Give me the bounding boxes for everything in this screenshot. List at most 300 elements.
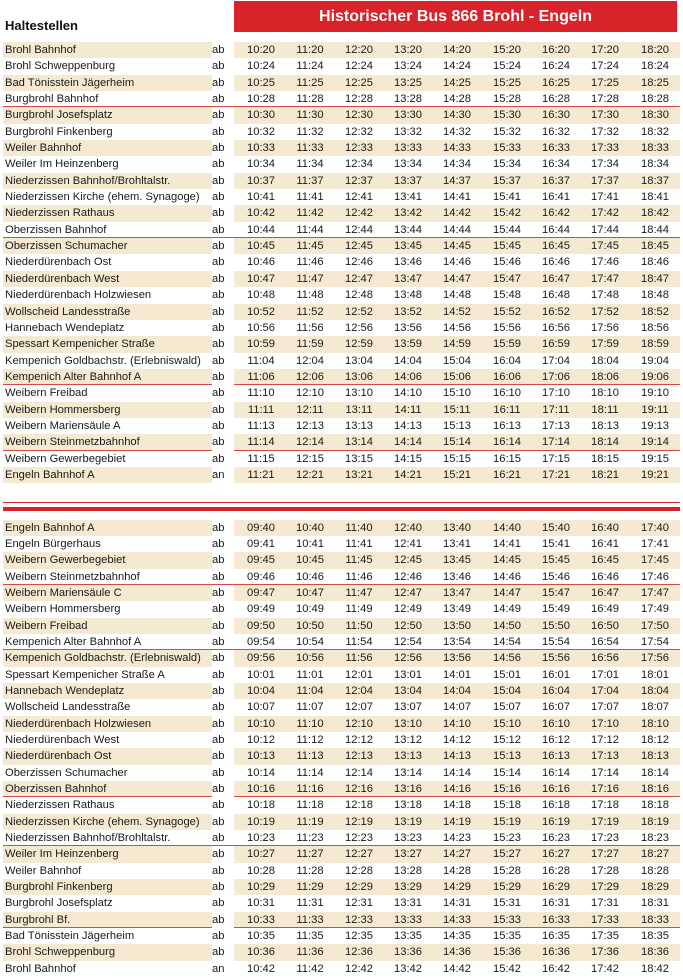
departure-arrival-marker: ab <box>212 552 234 568</box>
stop-name: Brohl Schweppenburg <box>5 60 116 73</box>
timetable-row <box>3 585 680 601</box>
time-cell: 11:12 <box>296 733 324 746</box>
time-cell: 11:36 <box>296 946 324 959</box>
time-cell: 13:47 <box>394 272 422 285</box>
time-cell: 18:25 <box>641 76 669 89</box>
time-cell: 16:45 <box>591 554 619 567</box>
stop-name: Weibern Freibad <box>5 387 88 400</box>
time-cell: 12:46 <box>394 570 422 583</box>
timetable-header <box>0 0 683 38</box>
time-cell: 09:50 <box>247 619 275 632</box>
time-cell: 11:48 <box>296 289 324 302</box>
timetable-row <box>3 765 680 781</box>
time-cell: 11:10 <box>296 717 324 730</box>
stop-name: Brohl Schweppenburg <box>5 946 116 959</box>
time-cell: 11:28 <box>296 93 324 106</box>
stop-name: Wollscheid Landesstraße <box>5 305 131 318</box>
time-cell: 17:31 <box>591 897 619 910</box>
time-cell: 17:45 <box>591 240 619 253</box>
time-cell: 18:32 <box>641 125 669 138</box>
time-cell: 17:54 <box>641 635 669 648</box>
time-cell: 17:34 <box>591 158 619 171</box>
time-cell: 10:33 <box>247 913 275 926</box>
stop-name: Weibern Mariensäule C <box>5 586 122 599</box>
stop-name: Kempenich Alter Bahnhof A <box>5 370 142 383</box>
stop-name: Kempenich Goldbachstr. (Erlebniswald) <box>5 652 201 665</box>
time-cell: 17:16 <box>591 783 619 795</box>
time-cell: 09:54 <box>247 635 275 648</box>
timetable-row <box>3 716 680 732</box>
time-cell: 11:47 <box>345 586 373 599</box>
time-cell: 16:54 <box>591 635 619 648</box>
time-cell: 09:47 <box>247 586 275 599</box>
time-cell: 10:25 <box>247 76 275 89</box>
time-cell: 16:42 <box>542 962 570 975</box>
time-cell: 11:11 <box>247 403 275 416</box>
time-cell: 15:32 <box>493 125 521 138</box>
time-cell: 14:48 <box>443 289 471 302</box>
stop-name: Niederdürenbach West <box>5 272 120 285</box>
time-cell: 13:54 <box>443 635 471 648</box>
departure-arrival-marker: ab <box>212 799 225 812</box>
time-cell: 17:36 <box>591 946 619 959</box>
stop-name: Oberzissen Bahnhof <box>5 783 107 795</box>
time-cell: 16:56 <box>542 321 570 334</box>
time-cell: 15:04 <box>493 684 521 697</box>
time-cell: 17:52 <box>591 305 619 318</box>
time-cell: 18:28 <box>641 864 669 877</box>
departure-arrival-marker: ab <box>212 354 225 367</box>
time-cell: 12:47 <box>394 586 422 599</box>
time-cell: 17:01 <box>591 668 619 681</box>
time-cell: 10:10 <box>247 717 275 730</box>
time-cell: 11:18 <box>296 799 324 812</box>
time-cell: 11:19 <box>296 815 324 828</box>
time-cell: 15:59 <box>493 338 521 351</box>
time-cell: 12:52 <box>345 305 373 318</box>
time-cell: 17:23 <box>591 832 619 845</box>
time-cell: 10:41 <box>247 191 275 204</box>
time-cell: 10:31 <box>247 897 275 910</box>
time-cell: 14:18 <box>443 799 471 812</box>
time-cell: 17:56 <box>641 652 669 665</box>
time-cell: 10:36 <box>247 946 275 959</box>
time-cell: 13:18 <box>394 799 422 812</box>
time-cell: 14:24 <box>443 60 471 73</box>
departure-arrival-marker: ab <box>212 402 234 418</box>
time-cell: 16:11 <box>493 403 521 416</box>
departure-arrival-marker: ab <box>212 944 234 960</box>
time-cell: 16:41 <box>542 191 570 204</box>
time-cell: 12:11 <box>296 403 324 416</box>
time-cell: 13:45 <box>394 240 422 253</box>
time-cell: 10:28 <box>247 93 275 106</box>
time-cell: 13:29 <box>394 881 422 894</box>
timetable-return <box>3 520 680 978</box>
time-cell: 19:14 <box>641 436 669 449</box>
timetable-row <box>3 699 680 715</box>
time-cell: 17:18 <box>591 799 619 812</box>
time-cell: 15:48 <box>493 289 521 302</box>
time-cell: 12:41 <box>345 191 373 204</box>
time-cell: 15:54 <box>542 635 570 648</box>
departure-arrival-marker: ab <box>212 618 234 634</box>
time-cell: 13:48 <box>394 289 422 302</box>
time-cell: 13:14 <box>345 436 373 449</box>
time-cell: 10:49 <box>296 603 324 616</box>
time-cell: 18:19 <box>641 815 669 828</box>
time-cell: 14:44 <box>443 223 471 236</box>
time-cell: 14:13 <box>443 750 471 763</box>
departure-arrival-marker: ab <box>212 537 225 550</box>
time-cell: 15:14 <box>493 766 521 779</box>
time-cell: 16:23 <box>542 832 570 845</box>
time-cell: 16:10 <box>493 387 521 400</box>
timetable-row <box>3 320 680 336</box>
time-cell: 16:47 <box>591 586 619 599</box>
time-cell: 10:13 <box>247 750 275 763</box>
time-cell: 15:42 <box>493 962 521 975</box>
time-cell: 13:30 <box>394 109 422 122</box>
time-cell: 11:13 <box>296 750 324 763</box>
time-cell: 15:33 <box>493 142 521 155</box>
time-cell: 11:35 <box>296 930 324 943</box>
timetable-row <box>3 140 680 156</box>
time-cell: 12:31 <box>345 897 373 910</box>
time-cell: 16:20 <box>542 44 570 56</box>
time-cell: 15:13 <box>493 750 521 763</box>
time-cell: 15:46 <box>493 256 521 269</box>
time-cell: 17:59 <box>591 338 619 351</box>
time-cell: 09:40 <box>247 521 275 534</box>
time-cell: 13:15 <box>345 452 373 465</box>
departure-arrival-marker: an <box>212 962 225 975</box>
time-cell: 10:59 <box>247 338 275 351</box>
time-cell: 18:29 <box>641 881 669 894</box>
timetable-row <box>3 830 680 846</box>
time-cell: 09:45 <box>247 554 275 567</box>
stop-name: Weiler Im Heinzenberg <box>5 158 119 171</box>
time-cell: 12:45 <box>345 240 373 253</box>
time-cell: 14:28 <box>443 93 471 106</box>
stop-name: Hannebach Wendeplatz <box>5 684 125 697</box>
time-cell: 10:30 <box>247 109 275 122</box>
time-cell: 11:50 <box>345 619 373 632</box>
time-cell: 13:28 <box>394 93 422 106</box>
time-cell: 17:46 <box>591 256 619 269</box>
stop-name: Burgbrohl Josefsplatz <box>5 109 113 122</box>
departure-arrival-marker: ab <box>212 897 225 910</box>
time-cell: 18:59 <box>641 338 669 351</box>
time-cell: 12:35 <box>345 930 373 943</box>
time-cell: 17:32 <box>591 125 619 138</box>
timetable-row <box>3 91 680 107</box>
time-cell: 17:49 <box>641 603 669 616</box>
departure-arrival-marker: ab <box>212 635 225 648</box>
departure-arrival-marker: ab <box>212 846 234 862</box>
departure-arrival-marker: ab <box>212 434 234 450</box>
time-cell: 13:42 <box>394 962 422 975</box>
time-cell: 18:27 <box>641 848 669 861</box>
time-cell: 15:50 <box>542 619 570 632</box>
time-cell: 11:45 <box>345 554 373 567</box>
departure-arrival-marker: ab <box>212 107 234 123</box>
time-cell: 12:10 <box>345 717 373 730</box>
time-cell: 10:42 <box>247 962 275 975</box>
time-cell: 14:14 <box>443 766 471 779</box>
time-cell: 18:47 <box>641 272 669 285</box>
stop-name: Spessart Kempenicher Straße <box>5 338 155 351</box>
time-cell: 14:06 <box>394 370 422 383</box>
time-cell: 10:07 <box>247 701 275 714</box>
time-cell: 15:28 <box>493 93 521 106</box>
time-cell: 16:47 <box>542 272 570 285</box>
time-cell: 13:50 <box>443 619 471 632</box>
departure-arrival-marker: ab <box>212 256 225 269</box>
time-cell: 16:07 <box>542 701 570 714</box>
time-cell: 16:31 <box>542 897 570 910</box>
time-cell: 14:52 <box>443 305 471 318</box>
time-cell: 10:33 <box>247 142 275 155</box>
stop-name: Brohl Bahnhof <box>5 44 76 56</box>
time-cell: 10:20 <box>247 44 275 56</box>
timetable-row <box>3 451 680 467</box>
timetable-row <box>3 797 680 813</box>
time-cell: 14:19 <box>443 815 471 828</box>
time-cell: 15:01 <box>493 668 521 681</box>
time-cell: 12:44 <box>345 223 373 236</box>
stop-name: Oberzissen Bahnhof <box>5 223 107 236</box>
time-cell: 13:11 <box>345 403 373 416</box>
time-cell: 14:33 <box>443 142 471 155</box>
time-cell: 11:41 <box>296 191 324 204</box>
timetable-row <box>3 189 680 205</box>
time-cell: 12:10 <box>296 387 324 400</box>
timetable-row <box>3 944 680 960</box>
departure-arrival-marker: ab <box>212 683 234 699</box>
time-cell: 16:13 <box>542 750 570 763</box>
time-cell: 15:40 <box>542 521 570 534</box>
time-cell: 10:40 <box>296 521 324 534</box>
stop-name: Burgbrohl Bahnhof <box>5 93 99 106</box>
time-cell: 14:07 <box>443 701 471 714</box>
time-cell: 10:04 <box>247 684 275 697</box>
time-cell: 16:14 <box>493 436 521 449</box>
time-cell: 17:20 <box>591 44 619 56</box>
timetable-row <box>3 863 680 879</box>
time-cell: 18:01 <box>641 668 669 681</box>
time-cell: 15:44 <box>493 223 521 236</box>
departure-arrival-marker: ab <box>212 930 225 943</box>
timetable-row <box>3 75 680 91</box>
stop-name: Weiler Bahnhof <box>5 142 82 155</box>
timetable-row <box>3 353 680 369</box>
timetable-row <box>3 107 680 123</box>
time-cell: 11:46 <box>296 256 324 269</box>
time-cell: 13:46 <box>443 570 471 583</box>
timetable-row <box>3 683 680 699</box>
time-cell: 14:25 <box>443 76 471 89</box>
time-cell: 13:45 <box>443 554 471 567</box>
section-divider <box>3 507 680 511</box>
time-cell: 15:18 <box>493 799 521 812</box>
time-cell: 13:06 <box>345 370 373 383</box>
time-cell: 13:16 <box>394 783 422 795</box>
timetable-row <box>3 385 680 401</box>
departure-arrival-marker: ab <box>212 832 225 845</box>
time-cell: 11:13 <box>247 419 275 432</box>
time-cell: 11:01 <box>296 668 324 681</box>
time-cell: 16:30 <box>542 109 570 122</box>
departure-arrival-marker: ab <box>212 766 225 779</box>
time-cell: 14:46 <box>493 570 521 583</box>
timetable-row <box>3 634 680 650</box>
timetable-row <box>3 336 680 352</box>
timetable-row <box>3 814 680 830</box>
time-cell: 15:27 <box>493 848 521 861</box>
time-cell: 12:19 <box>345 815 373 828</box>
stop-name: Weibern Hommersberg <box>5 403 121 416</box>
time-cell: 16:45 <box>542 240 570 253</box>
stop-name: Niederdürenbach Holzwiesen <box>5 289 152 302</box>
time-cell: 15:31 <box>493 897 521 910</box>
time-cell: 10:19 <box>247 815 275 828</box>
stop-name: Engeln Bahnhof A <box>5 521 95 534</box>
timetable-row <box>3 58 680 74</box>
time-cell: 11:30 <box>296 109 324 122</box>
time-cell: 11:04 <box>247 354 275 367</box>
time-cell: 10:46 <box>247 256 275 269</box>
time-cell: 10:46 <box>296 570 324 583</box>
time-cell: 13:19 <box>394 815 422 828</box>
time-cell: 17:15 <box>542 452 570 465</box>
time-cell: 12:23 <box>345 832 373 845</box>
timetable-row <box>3 618 680 634</box>
time-cell: 13:40 <box>443 521 471 534</box>
time-cell: 10:34 <box>247 158 275 171</box>
time-cell: 12:01 <box>345 668 373 681</box>
time-cell: 15:28 <box>493 864 521 877</box>
time-cell: 17:50 <box>641 619 669 632</box>
time-cell: 17:14 <box>542 436 570 449</box>
time-cell: 10:16 <box>247 783 275 795</box>
departure-arrival-marker: ab <box>212 321 225 334</box>
stop-name: Niederzissen Kirche (ehem. Synagoge) <box>5 191 200 204</box>
time-cell: 12:40 <box>394 521 422 534</box>
time-cell: 13:46 <box>394 256 422 269</box>
time-cell: 11:20 <box>296 44 324 56</box>
time-cell: 16:42 <box>542 207 570 220</box>
time-cell: 11:32 <box>296 125 324 138</box>
time-cell: 10:45 <box>247 240 275 253</box>
timetable-outbound <box>3 42 680 483</box>
time-cell: 11:54 <box>345 635 373 648</box>
time-cell: 12:25 <box>345 76 373 89</box>
time-cell: 18:33 <box>641 913 669 926</box>
time-cell: 11:40 <box>345 521 373 534</box>
time-cell: 13:27 <box>394 848 422 861</box>
time-cell: 13:33 <box>394 913 422 926</box>
timetable-row <box>3 271 680 287</box>
time-cell: 12:18 <box>345 799 373 812</box>
time-cell: 12:56 <box>394 652 422 665</box>
departure-arrival-marker: ab <box>212 716 234 732</box>
stop-name: Engeln Bahnhof A <box>5 468 95 481</box>
time-cell: 13:04 <box>345 354 373 367</box>
departure-arrival-marker: ab <box>212 387 225 400</box>
time-cell: 14:37 <box>443 174 471 187</box>
time-cell: 15:56 <box>542 652 570 665</box>
time-cell: 13:21 <box>345 468 373 481</box>
time-cell: 19:10 <box>641 387 669 400</box>
time-cell: 16:04 <box>542 684 570 697</box>
time-cell: 13:59 <box>394 338 422 351</box>
time-cell: 11:28 <box>296 864 324 877</box>
timetable-row <box>3 552 680 568</box>
time-cell: 13:33 <box>394 142 422 155</box>
time-cell: 16:37 <box>542 174 570 187</box>
time-cell: 18:41 <box>641 191 669 204</box>
stop-name: Burgbrohl Bf. <box>5 913 71 926</box>
time-cell: 13:20 <box>394 44 422 56</box>
time-cell: 17:33 <box>591 913 619 926</box>
time-cell: 15:15 <box>443 452 471 465</box>
time-cell: 12:41 <box>394 537 422 550</box>
time-cell: 14:16 <box>443 783 471 795</box>
timetable-row <box>3 173 680 189</box>
time-cell: 17:40 <box>641 521 669 534</box>
time-cell: 14:49 <box>493 603 521 616</box>
time-cell: 10:54 <box>296 635 324 648</box>
departure-arrival-marker: ab <box>212 93 225 106</box>
time-cell: 18:16 <box>641 783 669 795</box>
stop-name: Kempenich Goldbachstr. (Erlebniswald) <box>5 354 201 367</box>
time-cell: 14:36 <box>443 946 471 959</box>
time-cell: 15:41 <box>542 537 570 550</box>
stop-name: Niederzissen Kirche (ehem. Synagoge) <box>5 815 200 828</box>
time-cell: 13:10 <box>345 387 373 400</box>
time-cell: 11:52 <box>296 305 324 318</box>
time-cell: 12:20 <box>345 44 373 56</box>
time-cell: 16:40 <box>591 521 619 534</box>
time-cell: 16:25 <box>542 76 570 89</box>
time-cell: 19:04 <box>641 354 669 367</box>
time-cell: 15:30 <box>493 109 521 122</box>
departure-arrival-marker: ab <box>212 452 225 465</box>
time-cell: 13:34 <box>394 158 422 171</box>
time-cell: 16:04 <box>493 354 521 367</box>
time-cell: 15:04 <box>443 354 471 367</box>
departure-arrival-marker: ab <box>212 570 225 583</box>
time-cell: 18:11 <box>591 403 619 416</box>
time-cell: 15:52 <box>493 305 521 318</box>
stop-name: Bad Tönisstein Jägerheim <box>5 930 135 943</box>
time-cell: 11:45 <box>296 240 324 253</box>
time-cell: 12:33 <box>345 913 373 926</box>
time-cell: 14:31 <box>443 897 471 910</box>
time-cell: 14:56 <box>443 321 471 334</box>
time-cell: 16:44 <box>542 223 570 236</box>
time-cell: 13:10 <box>394 717 422 730</box>
time-cell: 12:33 <box>345 142 373 155</box>
time-cell: 19:11 <box>641 403 669 416</box>
time-cell: 12:37 <box>345 174 373 187</box>
time-cell: 11:34 <box>296 158 324 171</box>
timetable-row <box>3 748 680 764</box>
timetable-row <box>3 42 680 58</box>
time-cell: 15:13 <box>443 419 471 432</box>
time-cell: 11:25 <box>296 76 324 89</box>
